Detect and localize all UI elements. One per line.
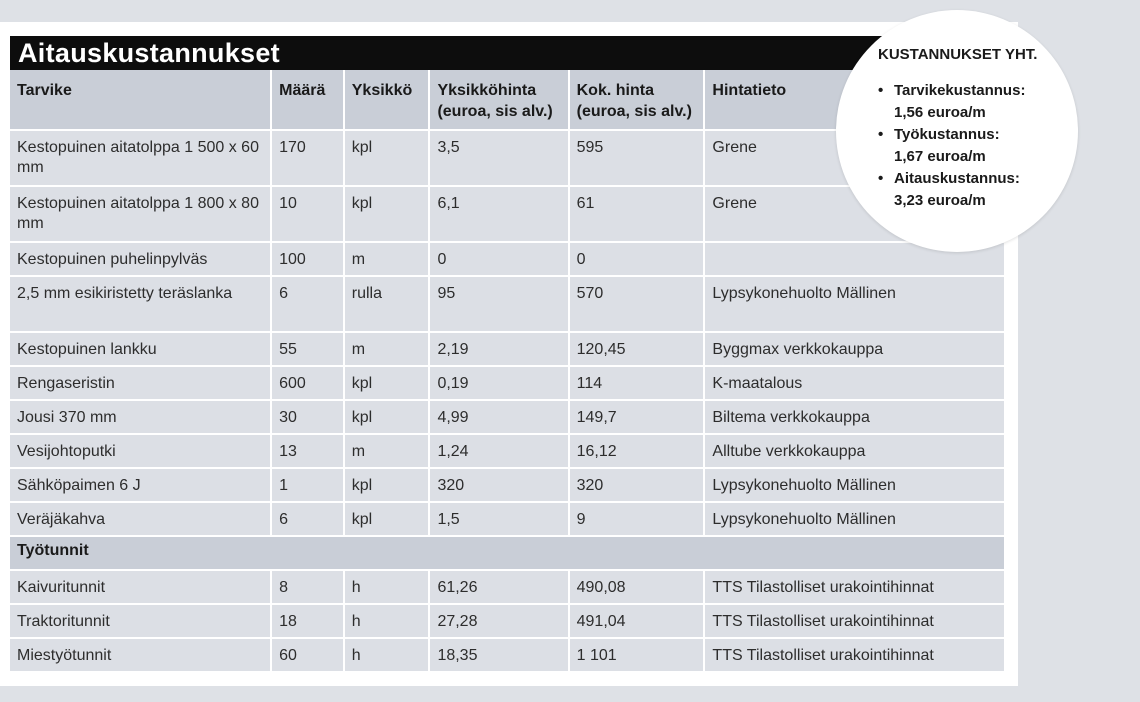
cell-unit-price: 1,5 bbox=[430, 503, 569, 537]
cell-qty: 600 bbox=[272, 367, 345, 401]
cell-qty: 10 bbox=[272, 187, 345, 243]
table-row bbox=[10, 277, 1004, 333]
cell-item: Kestopuinen puhelinpylväs bbox=[10, 243, 272, 277]
cell-source: Alltube verkkokauppa bbox=[705, 435, 1004, 469]
cell-unit-price: 61,26 bbox=[430, 571, 569, 605]
cell-qty: 55 bbox=[272, 333, 345, 367]
summary-value: 1,67 euroa/m bbox=[894, 148, 986, 165]
cell-unit: kpl bbox=[345, 131, 431, 187]
cell-unit-price: 3,5 bbox=[430, 131, 569, 187]
cell-source: TTS Tilastolliset urakointihinnat bbox=[705, 571, 1004, 605]
cell-unit-price: 4,99 bbox=[430, 401, 569, 435]
cell-item: Kaivuritunnit bbox=[10, 571, 272, 605]
summary-list bbox=[876, 80, 1066, 212]
cell-unit-price: 95 bbox=[430, 277, 569, 333]
cell-item: Jousi 370 mm bbox=[10, 401, 272, 435]
cell-total: 320 bbox=[570, 469, 706, 503]
cell-item: Rengaseristin bbox=[10, 367, 272, 401]
table-title: Aitauskustannukset bbox=[10, 36, 890, 70]
table-row bbox=[10, 605, 1004, 639]
header-total: Kok. hinta (euroa, sis alv.) bbox=[570, 70, 706, 131]
cell-total: 16,12 bbox=[570, 435, 706, 469]
cell-qty: 60 bbox=[272, 639, 345, 673]
cell-source: K-maatalous bbox=[705, 367, 1004, 401]
cell-total: 491,04 bbox=[570, 605, 706, 639]
header-source: Hintatieto bbox=[705, 70, 1004, 131]
table-row bbox=[10, 435, 1004, 469]
cell-item: Veräjäkahva bbox=[10, 503, 272, 537]
summary-label: Tarvikekustannus: bbox=[894, 82, 1026, 99]
bullet-icon: • bbox=[878, 126, 884, 143]
section-row bbox=[10, 537, 1004, 571]
cell-qty: 6 bbox=[272, 503, 345, 537]
cell-unit-price: 0 bbox=[430, 243, 569, 277]
cell-qty: 18 bbox=[272, 605, 345, 639]
cell-qty: 13 bbox=[272, 435, 345, 469]
table-row bbox=[10, 367, 1004, 401]
cell-source: Lypsykonehuolto Mällinen bbox=[705, 277, 1004, 333]
summary-label: Työkustannus: bbox=[894, 126, 1000, 143]
table-row bbox=[10, 401, 1004, 435]
summary-label: Aitauskustannus: bbox=[894, 170, 1020, 187]
cell-total: 1 101 bbox=[570, 639, 706, 673]
summary-title: KUSTANNUKSET YHT. bbox=[878, 46, 1038, 63]
materials-body bbox=[10, 131, 1004, 673]
cell-item: Kestopuinen aitatolppa 1 500 x 60 mm bbox=[10, 131, 272, 187]
cell-source: TTS Tilastolliset urakointihinnat bbox=[705, 639, 1004, 673]
cell-qty: 30 bbox=[272, 401, 345, 435]
cell-unit: m bbox=[345, 243, 431, 277]
cell-unit: kpl bbox=[345, 401, 431, 435]
cell-source: Grene bbox=[705, 187, 1004, 243]
summary-value: 3,23 euroa/m bbox=[894, 192, 986, 209]
header-qty: Määrä bbox=[272, 70, 345, 131]
cell-source: Grene bbox=[705, 131, 1004, 187]
cell-total: 0 bbox=[570, 243, 706, 277]
cell-unit-price: 320 bbox=[430, 469, 569, 503]
cell-item: Kestopuinen lankku bbox=[10, 333, 272, 367]
cell-total: 120,45 bbox=[570, 333, 706, 367]
cell-item: Sähköpaimen 6 J bbox=[10, 469, 272, 503]
cell-qty: 100 bbox=[272, 243, 345, 277]
header-unit-price: Yksikköhinta (euroa, sis alv.) bbox=[430, 70, 569, 131]
cell-unit: h bbox=[345, 639, 431, 673]
cell-source: Byggmax verkkokauppa bbox=[705, 333, 1004, 367]
cell-total: 61 bbox=[570, 187, 706, 243]
cell-unit-price: 2,19 bbox=[430, 333, 569, 367]
summary-item bbox=[876, 124, 1066, 168]
cell-unit-price: 18,35 bbox=[430, 639, 569, 673]
cell-item: Kestopuinen aitatolppa 1 800 x 80 mm bbox=[10, 187, 272, 243]
cell-unit: kpl bbox=[345, 469, 431, 503]
cell-item: 2,5 mm esikiristetty teräslanka bbox=[10, 277, 272, 333]
cell-unit-price: 1,24 bbox=[430, 435, 569, 469]
header-item: Tarvike bbox=[10, 70, 272, 131]
cell-unit: m bbox=[345, 435, 431, 469]
summary-item bbox=[876, 168, 1066, 212]
cell-total: 114 bbox=[570, 367, 706, 401]
cell-unit: kpl bbox=[345, 503, 431, 537]
table-row bbox=[10, 469, 1004, 503]
cell-unit: h bbox=[345, 571, 431, 605]
cell-total: 9 bbox=[570, 503, 706, 537]
bullet-icon: • bbox=[878, 170, 884, 187]
cell-unit: kpl bbox=[345, 187, 431, 243]
cell-unit: rulla bbox=[345, 277, 431, 333]
cell-unit-price: 6,1 bbox=[430, 187, 569, 243]
cell-qty: 170 bbox=[272, 131, 345, 187]
cell-unit: m bbox=[345, 333, 431, 367]
cell-source: TTS Tilastolliset urakointihinnat bbox=[705, 605, 1004, 639]
cell-qty: 6 bbox=[272, 277, 345, 333]
section-label: Työtunnit bbox=[10, 537, 1004, 571]
header-unit: Yksikkö bbox=[345, 70, 431, 131]
cell-unit: kpl bbox=[345, 367, 431, 401]
table-row bbox=[10, 333, 1004, 367]
cell-source: Biltema verkkokauppa bbox=[705, 401, 1004, 435]
table-row bbox=[10, 243, 1004, 277]
cell-total: 490,08 bbox=[570, 571, 706, 605]
summary-value: 1,56 euroa/m bbox=[894, 104, 986, 121]
summary-item bbox=[876, 80, 1066, 124]
cell-qty: 1 bbox=[272, 469, 345, 503]
cell-item: Traktoritunnit bbox=[10, 605, 272, 639]
cell-unit-price: 0,19 bbox=[430, 367, 569, 401]
bullet-icon: • bbox=[878, 82, 884, 99]
cell-total: 595 bbox=[570, 131, 706, 187]
cell-item: Miestyötunnit bbox=[10, 639, 272, 673]
table-row bbox=[10, 639, 1004, 673]
cell-unit-price: 27,28 bbox=[430, 605, 569, 639]
table-row bbox=[10, 503, 1004, 537]
cell-source: Lypsykonehuolto Mällinen bbox=[705, 503, 1004, 537]
cell-unit: h bbox=[345, 605, 431, 639]
cell-total: 149,7 bbox=[570, 401, 706, 435]
cell-qty: 8 bbox=[272, 571, 345, 605]
table-row bbox=[10, 571, 1004, 605]
cell-total: 570 bbox=[570, 277, 706, 333]
cell-item: Vesijohtoputki bbox=[10, 435, 272, 469]
cell-source: Lypsykonehuolto Mällinen bbox=[705, 469, 1004, 503]
